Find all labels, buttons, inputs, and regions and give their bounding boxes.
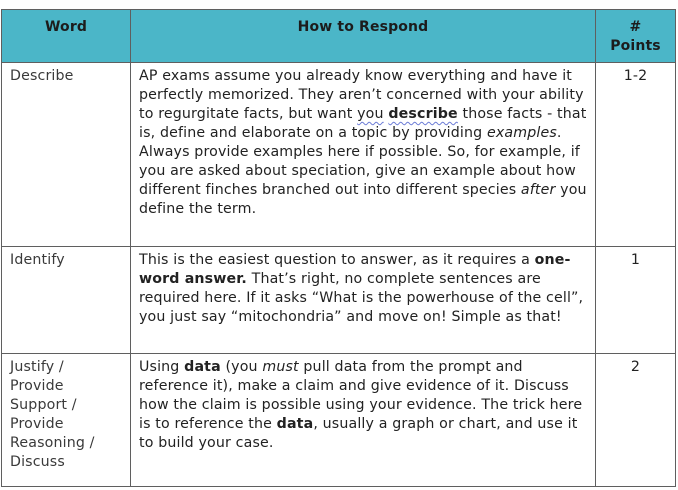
header-points-label: Points [610,38,661,54]
response-text: those facts - that is, define and elaborate on a topic by providing [139,106,587,141]
response-text: you define the term. [139,182,587,217]
response-cell [131,354,596,487]
response-text: This is the easiest question to answer, as it requires a [139,252,535,268]
word-cell: Describe [2,63,131,247]
header-points-symbol: # [629,19,642,35]
word-line: Justify / [10,359,64,375]
word-line: Reasoning / [10,435,95,451]
response-cell [131,63,596,247]
word-line: Support / [10,397,77,413]
response-text: (you [220,359,263,375]
table-row-justify [2,354,676,487]
response-text: , usually a graph or chart, and use it to build your case. [139,416,578,451]
response-text: . Always provide examples here if possible. So, for example, if you are asked about speciation, give an example about how different finches branched out into different species [139,125,580,198]
emphasis-bold: data [276,416,314,432]
emphasis-italic: examples [486,125,557,141]
points-cell: 1-2 [596,63,676,247]
header-how-to-respond: How to Respond [131,10,596,63]
table-row-identify [2,247,676,354]
points-cell: 2 [596,354,676,487]
emphasis-bold: one-word answer. [139,252,571,287]
word-line: Provide [10,378,64,394]
response-guide-table [1,9,676,487]
word-line: Provide [10,416,64,432]
emphasis-italic: must [262,359,299,375]
header-row [2,10,676,63]
word-line: Discuss [10,454,65,470]
response-text: That’s right, no complete sentences are required here. If it asks “What is the powerhouse of the cell”, you just say “mitochondria” and move on! Simple as that! [139,271,584,325]
response-text: Using [139,359,185,375]
header-points [596,10,676,63]
emphasis-bold: data [184,359,221,375]
points-cell: 1 [596,247,676,354]
word-cell: Identify [2,247,131,354]
emphasis-italic: after [520,182,556,198]
response-text: AP exams assume you already know everything and have it perfectly memorized. They aren’t concerned with your ability to regurgitate facts, but want [139,68,584,122]
response-cell [131,247,596,354]
emphasis-bold: describe [388,106,458,122]
spellcheck-underline: you [357,106,384,122]
table-row-describe [2,63,676,247]
header-word: Word [2,10,131,63]
response-text: pull data from the prompt and reference it), make a claim and give evidence of it. Discuss how the claim is possible using your evidence. The trick here is to reference the [139,359,583,432]
word-cell [2,354,131,487]
